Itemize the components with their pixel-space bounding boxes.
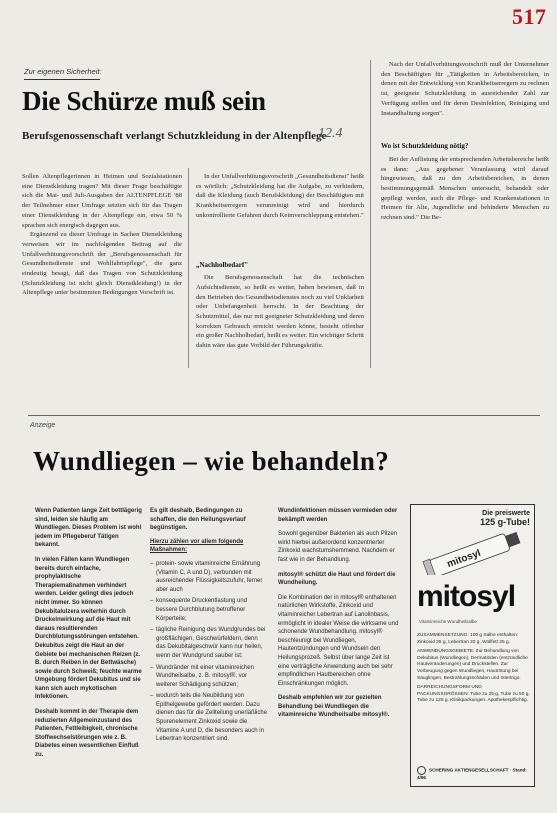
handwritten-note: 12.4 [318, 126, 343, 141]
ad-label: Anzeige [30, 422, 56, 429]
ointment-tube-image [419, 523, 527, 575]
article-paragraph: Ergänzend zu dieser Umfrage in Sachen Dienstkleidung verweisen wir im nachfolgenden Beitrag auf die Unfallverhütungsvorschrift der „Berufsgenossenschaft für Gesundheitsdienste und Wohlfahrtspflege", die ganz eindeutig besagt, daß das Tragen von Schutzkleidung (Schutzkleidung ist nicht gleich Dienstkleidung!) in der Altenpflege unter bestimmten Bedingungen Vorschrift ist. [22, 231, 182, 297]
article-subheading: Wo ist Schutzkleidung nötig? [381, 142, 469, 151]
ad-paragraph: In vielen Fällen kann Wundliegen bereits durch einfache, prophylaktische Therapiemaßnahmen verhindert werden. Leider gelingt dies jedoch nicht immer. So können Dekubitalulzera weiterhin durch Druckeinwirkung auf die Haut mit daraus resultierenden Durchblutungsstörungen entstehen. Dekubitus zeigt die Haut an der Gebiete bei mechanischen Reizen (z. B. durch Reiben in der Bettwäsche) sowie durch Schweiß; feuchte warme Umgebung fördert Dekubitus und sie kann sich auch mykotischen Infektionen. [35, 556, 142, 701]
product-box [410, 504, 535, 787]
ad-column-2 [150, 507, 268, 789]
tube-label: mitosyl [445, 547, 483, 571]
article-paragraph: Die Berufsgenossenschaft hat die technischen Aufsichtsdienste, so heißt es weiter, haben bewiesen, daß in den Betrieben des Gesundheitsdienstes noch zu viel Unklarheit oder Unbefangenheit herrscht. In der Beachtung der Schutzmittel, das nur mit geeigneter Schutzkleidung und deren korrekten Gebrauch erreicht werden könne, besteht offenbar ein großer Nachholbedarf, heißt es weiter. Ein wichtiger Schritt dahin wäre das gute Vorbild der Führungskräfte. [196, 274, 364, 350]
list-item: – tägliche Reinigung des Wundgrundes bei großflächigen, Geschwürfeldern, denn das Dekubitalgeschwür kann nur heilen, wenn der Wundgrund sauber ist; [150, 626, 268, 660]
page-number: 517 [512, 4, 547, 29]
article-headline: Die Schürze muß sein [22, 86, 266, 116]
info-block: DARREICHUNGSFORM UND PACKUNGSGRÖSSEN: Tube zu 25 g, Tube zu 50 g, Tube zu 125 g. Klinikpackungen. Apothekenpflichtig. [417, 685, 530, 704]
article-subhead: Berufsgenossenschaft verlangt Schutzkleidung in der Altenpflege [22, 130, 327, 142]
article-paragraph: Bei der Auflistung der entsprechenden Arbeitsbereiche heißt es dann: „Aus gegebener Veranlassung wird darauf hingewiesen, daß zu den Arbeitsbereichen, in denen bestimmungsgemäß Menschen untersucht, behandelt oder gepflegt werden, auch die Pflege- und Krankenstationen in Heimen für Alte, Jugendliche und behinderte Menschen zu rechnen sind." Die Be- [381, 155, 549, 222]
brand-subtitle: Vitaminreiche Wundheilsalbe [419, 619, 477, 624]
ad-column-3 [278, 507, 400, 789]
list-item: – protein- sowie vitaminreiche Ernährung (Vitamin C, A und D), verbunden mit ausreichender Flüssigkeitszufuhr, ferner aber auch [150, 560, 268, 594]
list-item: – wodurch teils die Neubildung von Epithelgewebe gefördert werden. Dazu dienen das für die Zellteilung unerläßliche Spurenelement Zinkoxid sowie die Vitamine A und D, die besonders auch in Lebertran konzentriert sind. [150, 692, 268, 744]
ad-headline: Wundliegen – wie behandeln? [33, 446, 390, 476]
ad-paragraph: Deshalb kommt in der Therapie dem reduzierten Allgemeinzustand des Patienten, Fettleibigkeit, chronische Stoffwechselstörungen wie z. B. Diabetes einen wesentlichen Einfluß zu. [35, 709, 139, 759]
brand-logo: mitosyl [417, 580, 516, 613]
column-divider [188, 168, 189, 368]
list-item: – Wundränder mit einer vitaminreichen Wundheilsalbe, z. B. mitosyl®, vor weiterer Schädigung schützen; [150, 664, 268, 690]
ad-intro: Hierzu zählen vor allem folgende Maßnahmen: [150, 538, 244, 554]
company-line [417, 766, 530, 781]
ad-lead: Es gilt deshalb, Bedingungen zu schaffen, die den Heilungsverlauf begünstigen. [150, 508, 246, 532]
article-paragraph: In der Unfallverhütungsvorschrift „Gesundheitsdienst" heißt es wörtlich: „Schutzkleidung hat die Aufgabe, zu verhindern, daß die Kleidung (auch Berufskleidung) der Beschäftigten mit Krankheitserregern verunreinigt wird und hierdurch unkontrollierte Gefahren durch Keimverschleppung entstehen." [196, 173, 364, 219]
ad-subheading: Wundinfektionen müssen vermieden oder bekämpft werden [278, 508, 398, 523]
article-column-1 [22, 172, 182, 367]
badge-price: 125 g-Tube! [480, 517, 530, 527]
column-divider [370, 60, 371, 368]
product-info [417, 633, 530, 708]
ad-subheading: mitosyl® schützt die Haut und fördert die Wundheilung. [278, 571, 396, 587]
company-logo-icon [417, 766, 426, 775]
ad-closing: Deshalb empfehlen wir zur gezielten Behandlung bei Wundliegen die vitaminreiche Wundheilsalbe mitosyl®. [278, 695, 390, 719]
kicker-rule [24, 79, 100, 80]
ad-paragraph: Sowohl gegenüber Bakterien als auch Pilzen wirkt hierbei außerordend konzentrierter Zinkoxid wachstumshemmend. Nachdem er fast wie in der Behandlung. [278, 531, 398, 563]
ad-top-rule [28, 415, 540, 416]
ad-column-1 [35, 507, 142, 789]
list-item: – konsequente Druckentlastung und bessere Durchblutung betroffener Körperteile; [150, 597, 268, 623]
info-block: ZUSAMMENSETZUNG: 100 g Salbe enthalten: Zinkoxid 25 g, Lebertran 20 g, Wollfett 25 g. [417, 633, 519, 645]
measures-list [150, 560, 268, 744]
article-paragraph: Nach der Unfallverhütungsvorschrift muß der Unternehmer den Beschäftigten für „Tätigkeiten in Arbeitsbereichen, in denen mit der Entwicklung von Krankheitserregern zu rechnen ist, geeignete Schutzkleidung in ausreichender Zahl zur Verfügung stellen und für deren Desinfektion, Reinigung und Instandhaltung sorgen". [381, 61, 549, 117]
article-paragraph: Sollen Altenpflegerinnen in Heimen und Sozialstationen eine Dienstkleidung tragen? Mit dieser Frage beschäftigte sich die Mai- und Juli-Ausgaben der ALTENPFLEGE '88 der Teilnehmer einer Umfrage setzten sich für das Tragen einer Dienstkleidung in der Altenpflege ein, etwa 50 % sprachen sich energisch dagegen aus. [22, 173, 182, 229]
ad-paragraph: Die Kombination der in mitosyl® enthaltenen natürlichen Wirkstoffe, Zinkoxid und vitaminreicher Lebertran auf Lanolinbasis, ermöglicht in idealer Weise die wirksame und schonende Wundbehandlung. mitosyl® beschleunigt bei Wundliegen, Hautentzündungen und Wundsein den Heilungsprozeß. Selbst über lange Zeit ist eine verträgliche Anwendung auch bei sehr empfindlichen Hautbereichen ohne Einschränkungen möglich. [278, 594, 399, 687]
article-column-2 [196, 172, 364, 367]
badge-line: Die preiswerte [482, 510, 530, 517]
article-kicker: Zur eigenen Sicherheit: [24, 67, 102, 76]
article-subheading: „Nachholbedarf" [196, 260, 249, 269]
info-block: ANWENDUNGSGEBIETE: Zur Behandlung von Dekubitus (Wundliegen), Dermatitiden (entzündliche Hautveränderungen) und Druckstellen. Zur Vorbeugung gegen Wundliegen, Hautrötung bei Säuglingen, Bestrahlungsschäden und Intertrigo. [417, 649, 528, 681]
article-column-3 [381, 60, 549, 368]
company-name: SCHERING AKTIENGESELLSCHAFT · Stand: 4/86 [417, 767, 527, 780]
ad-paragraph: Wenn Patienten lange Zeit bettlägerig sind, leiden sie häufig am Wundliegen. Dieses Problem ist wohl jedem im Pflegeberuf Tätigen bekannt. [35, 508, 142, 549]
